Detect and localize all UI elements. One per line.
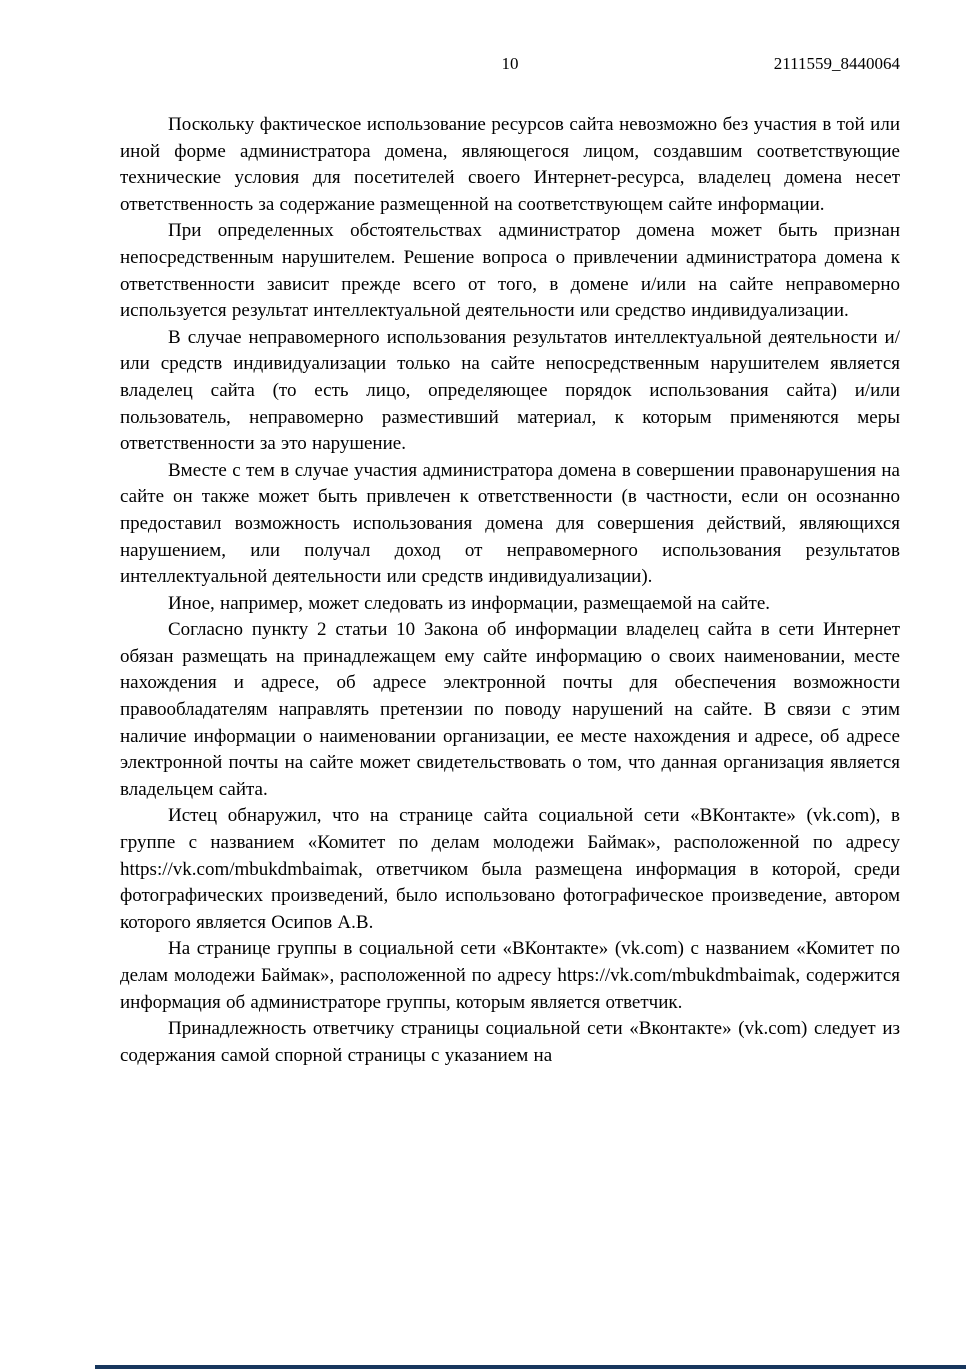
paragraph: Иное, например, может следовать из информации, размещаемой на сайте. [168,592,771,614]
paragraph: На странице группы в социальной сети «ВКонтакте» (vk.com) с названием «Комитет по делам молодежи Баймак», расположенной по адресу https://vk.com/mbukdmbaimak, содержится информация об администраторе группы, которым является ответчик. [120,938,900,1013]
page-number: 10 [501,54,519,73]
paragraph: Принадлежность ответчику страницы социальной сети «Вконтакте» (vk.com) следует из содержания самой спорной страницы с указанием на [120,1018,900,1066]
paragraph: Вместе с тем в случае участия администратора домена в совершении правонарушения на сайте он также может быть привлечен к ответственности (в частности, если он осознанно предоставил возможность использования домена для совершения действий, являющихся нарушением, или получал доход от неправомерного использования результатов интеллектуальной деятельности или средств индивидуализации). [120,459,900,588]
document-body [120,112,900,1069]
paragraph: Поскольку фактическое использование ресурсов сайта невозможно без участия в той или иной форме администратора домена, являющегося лицом, создавшим соответствующие технические условия для посетителей своего Интернет-ресурса, владелец домена несет ответственность за содержание размещенной на соответствующем сайте информации. [120,114,900,215]
document-id: 2111559_8440064 [773,54,900,73]
paragraph: При определенных обстоятельствах администратор домена может быть признан непосредственным нарушителем. Решение вопроса о привлечении администратора домена к ответственности зависит прежде всего от того, в домене и/или на сайте неправомерно используется результат интеллектуальной деятельности или средство индивидуализации. [120,220,900,322]
bottom-edge-line [95,1365,966,1369]
paragraph: В случае неправомерного использования результатов интеллектуальной деятельности и/или средств индивидуализации только на сайте непосредственным нарушителем является владелец сайта (то есть лицо, определяющее порядок использования сайта) и/или пользователь, неправомерно разместивший материал, к которым применяются меры ответственности за это нарушение. [120,326,900,455]
paragraph: Согласно пункту 2 статьи 10 Закона об информации владелец сайта в сети Интернет обязан размещать на принадлежащем ему сайте информацию о своих наименовании, месте нахождения и адресе, об адресе электронной почты для обеспечения возможности правообладателям направлять претензии по поводу нарушений на сайте. В связи с этим наличие информации о наименовании организации, ее месте нахождения и адресе, об адресе электронной почты на сайте может свидетельствовать о том, что данная организация является владельцем сайта. [120,619,900,800]
paragraph: Истец обнаружил, что на странице сайта социальной сети «ВКонтакте» (vk.com), в группе с названием «Комитет по делам молодежи Баймак», расположенной по адресу https://vk.com/mbukdmbaimak, ответчиком была размещена информация в которой, среди фотографических произведений, было использовано фотографическое произведение, автором которого является Осипов А.В. [120,805,900,933]
page-header [120,52,900,76]
